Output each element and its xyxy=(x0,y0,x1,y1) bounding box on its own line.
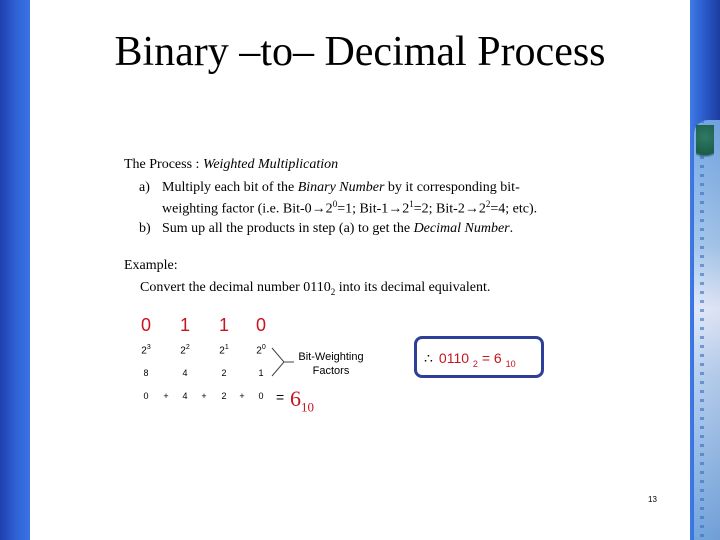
process-intro-label: The Process : xyxy=(124,157,203,172)
item-a-text1: Multiply each bit of the xyxy=(162,180,298,195)
left-background-panel xyxy=(0,0,30,540)
sum-equals-sign: = xyxy=(276,389,285,405)
item-a-line2 xyxy=(162,199,537,218)
power-3-base: 2 xyxy=(141,345,147,357)
bit-weighting-label xyxy=(291,350,371,378)
bit-3: 0 xyxy=(140,315,151,335)
weight-2: 4 xyxy=(182,368,188,378)
power-3 xyxy=(134,344,158,356)
slide xyxy=(30,0,690,540)
conclusion-number-base: 2 xyxy=(472,358,478,369)
power-1-exp: 1 xyxy=(224,344,229,351)
example-problem-suffix: into its decimal equivalent. xyxy=(335,280,491,295)
item-a-mid2: =2; Bit-2→2 xyxy=(413,201,486,217)
item-b-end: . xyxy=(509,221,514,236)
conclusion-number: 0110 xyxy=(438,350,470,366)
power-2-exp: 2 xyxy=(185,344,190,351)
process-intro xyxy=(124,157,338,173)
tower-image xyxy=(694,120,720,540)
slide-title: Binary –to– Decimal Process xyxy=(114,29,606,75)
bit-1: 1 xyxy=(218,315,229,335)
power-0-exp: 0 xyxy=(261,344,266,351)
example-problem xyxy=(140,280,490,297)
item-a-sup2: 2 xyxy=(485,199,491,209)
example-problem-base: 2 xyxy=(330,286,336,297)
bit-weighting-line2: Factors xyxy=(312,365,350,377)
item-b-marker: b) xyxy=(139,221,151,236)
weight-3: 8 xyxy=(143,368,149,378)
right-background-panel xyxy=(690,0,720,540)
item-a-text2: by it corresponding bit- xyxy=(384,180,520,195)
item-a-marker: a) xyxy=(139,180,150,195)
product-1: 2 xyxy=(221,391,227,401)
example-label: Example: xyxy=(124,258,178,273)
weight-0: 1 xyxy=(258,368,264,378)
weight-1: 2 xyxy=(221,368,227,378)
item-a-line1 xyxy=(162,180,520,196)
item-b-emphasis: Decimal Number xyxy=(413,221,510,236)
power-3-exp: 3 xyxy=(146,344,151,351)
item-a-sup0: 0 xyxy=(332,199,338,209)
process-intro-emphasis: Weighted Multiplication xyxy=(202,157,339,172)
therefore-symbol: ∴ xyxy=(424,350,433,366)
product-3: 0 xyxy=(143,391,149,401)
page-number: 13 xyxy=(648,495,657,504)
sum-result-base: 10 xyxy=(301,399,314,415)
plus-sign-3: + xyxy=(239,391,245,401)
bit-0: 0 xyxy=(255,315,266,335)
bit-weighting-line1: Bit-Weighting xyxy=(298,351,364,363)
item-a-sup1: 1 xyxy=(409,199,414,209)
conclusion-text xyxy=(424,350,516,369)
power-1-base: 2 xyxy=(219,345,225,357)
item-a-emphasis: Binary Number xyxy=(297,180,385,195)
power-0-base: 2 xyxy=(256,345,262,357)
item-a-line2-prefix: weighting factor (i.e. Bit-0→2 xyxy=(162,201,333,217)
item-a-mid1: =1; Bit-1→2 xyxy=(337,201,410,217)
example-problem-prefix: Convert the decimal number 0110 xyxy=(140,280,331,295)
power-1 xyxy=(212,344,236,356)
conclusion-value-base: 10 xyxy=(505,358,516,369)
tower-top-image xyxy=(696,125,714,165)
sum-result-value: 6 xyxy=(290,386,301,411)
sum-result xyxy=(290,386,314,415)
product-0: 0 xyxy=(258,391,264,401)
plus-sign-1: + xyxy=(163,391,169,401)
conclusion-equals: = xyxy=(481,350,491,366)
product-2: 4 xyxy=(182,391,188,401)
item-a-end: =4; etc). xyxy=(490,201,538,217)
bit-2: 1 xyxy=(179,315,190,335)
power-2 xyxy=(173,344,197,356)
power-2-base: 2 xyxy=(180,345,186,357)
plus-sign-2: + xyxy=(201,391,207,401)
conclusion-value: 6 xyxy=(493,350,502,366)
item-b-line xyxy=(162,221,513,237)
item-b-text: Sum up all the products in step (a) to get the xyxy=(162,221,414,236)
